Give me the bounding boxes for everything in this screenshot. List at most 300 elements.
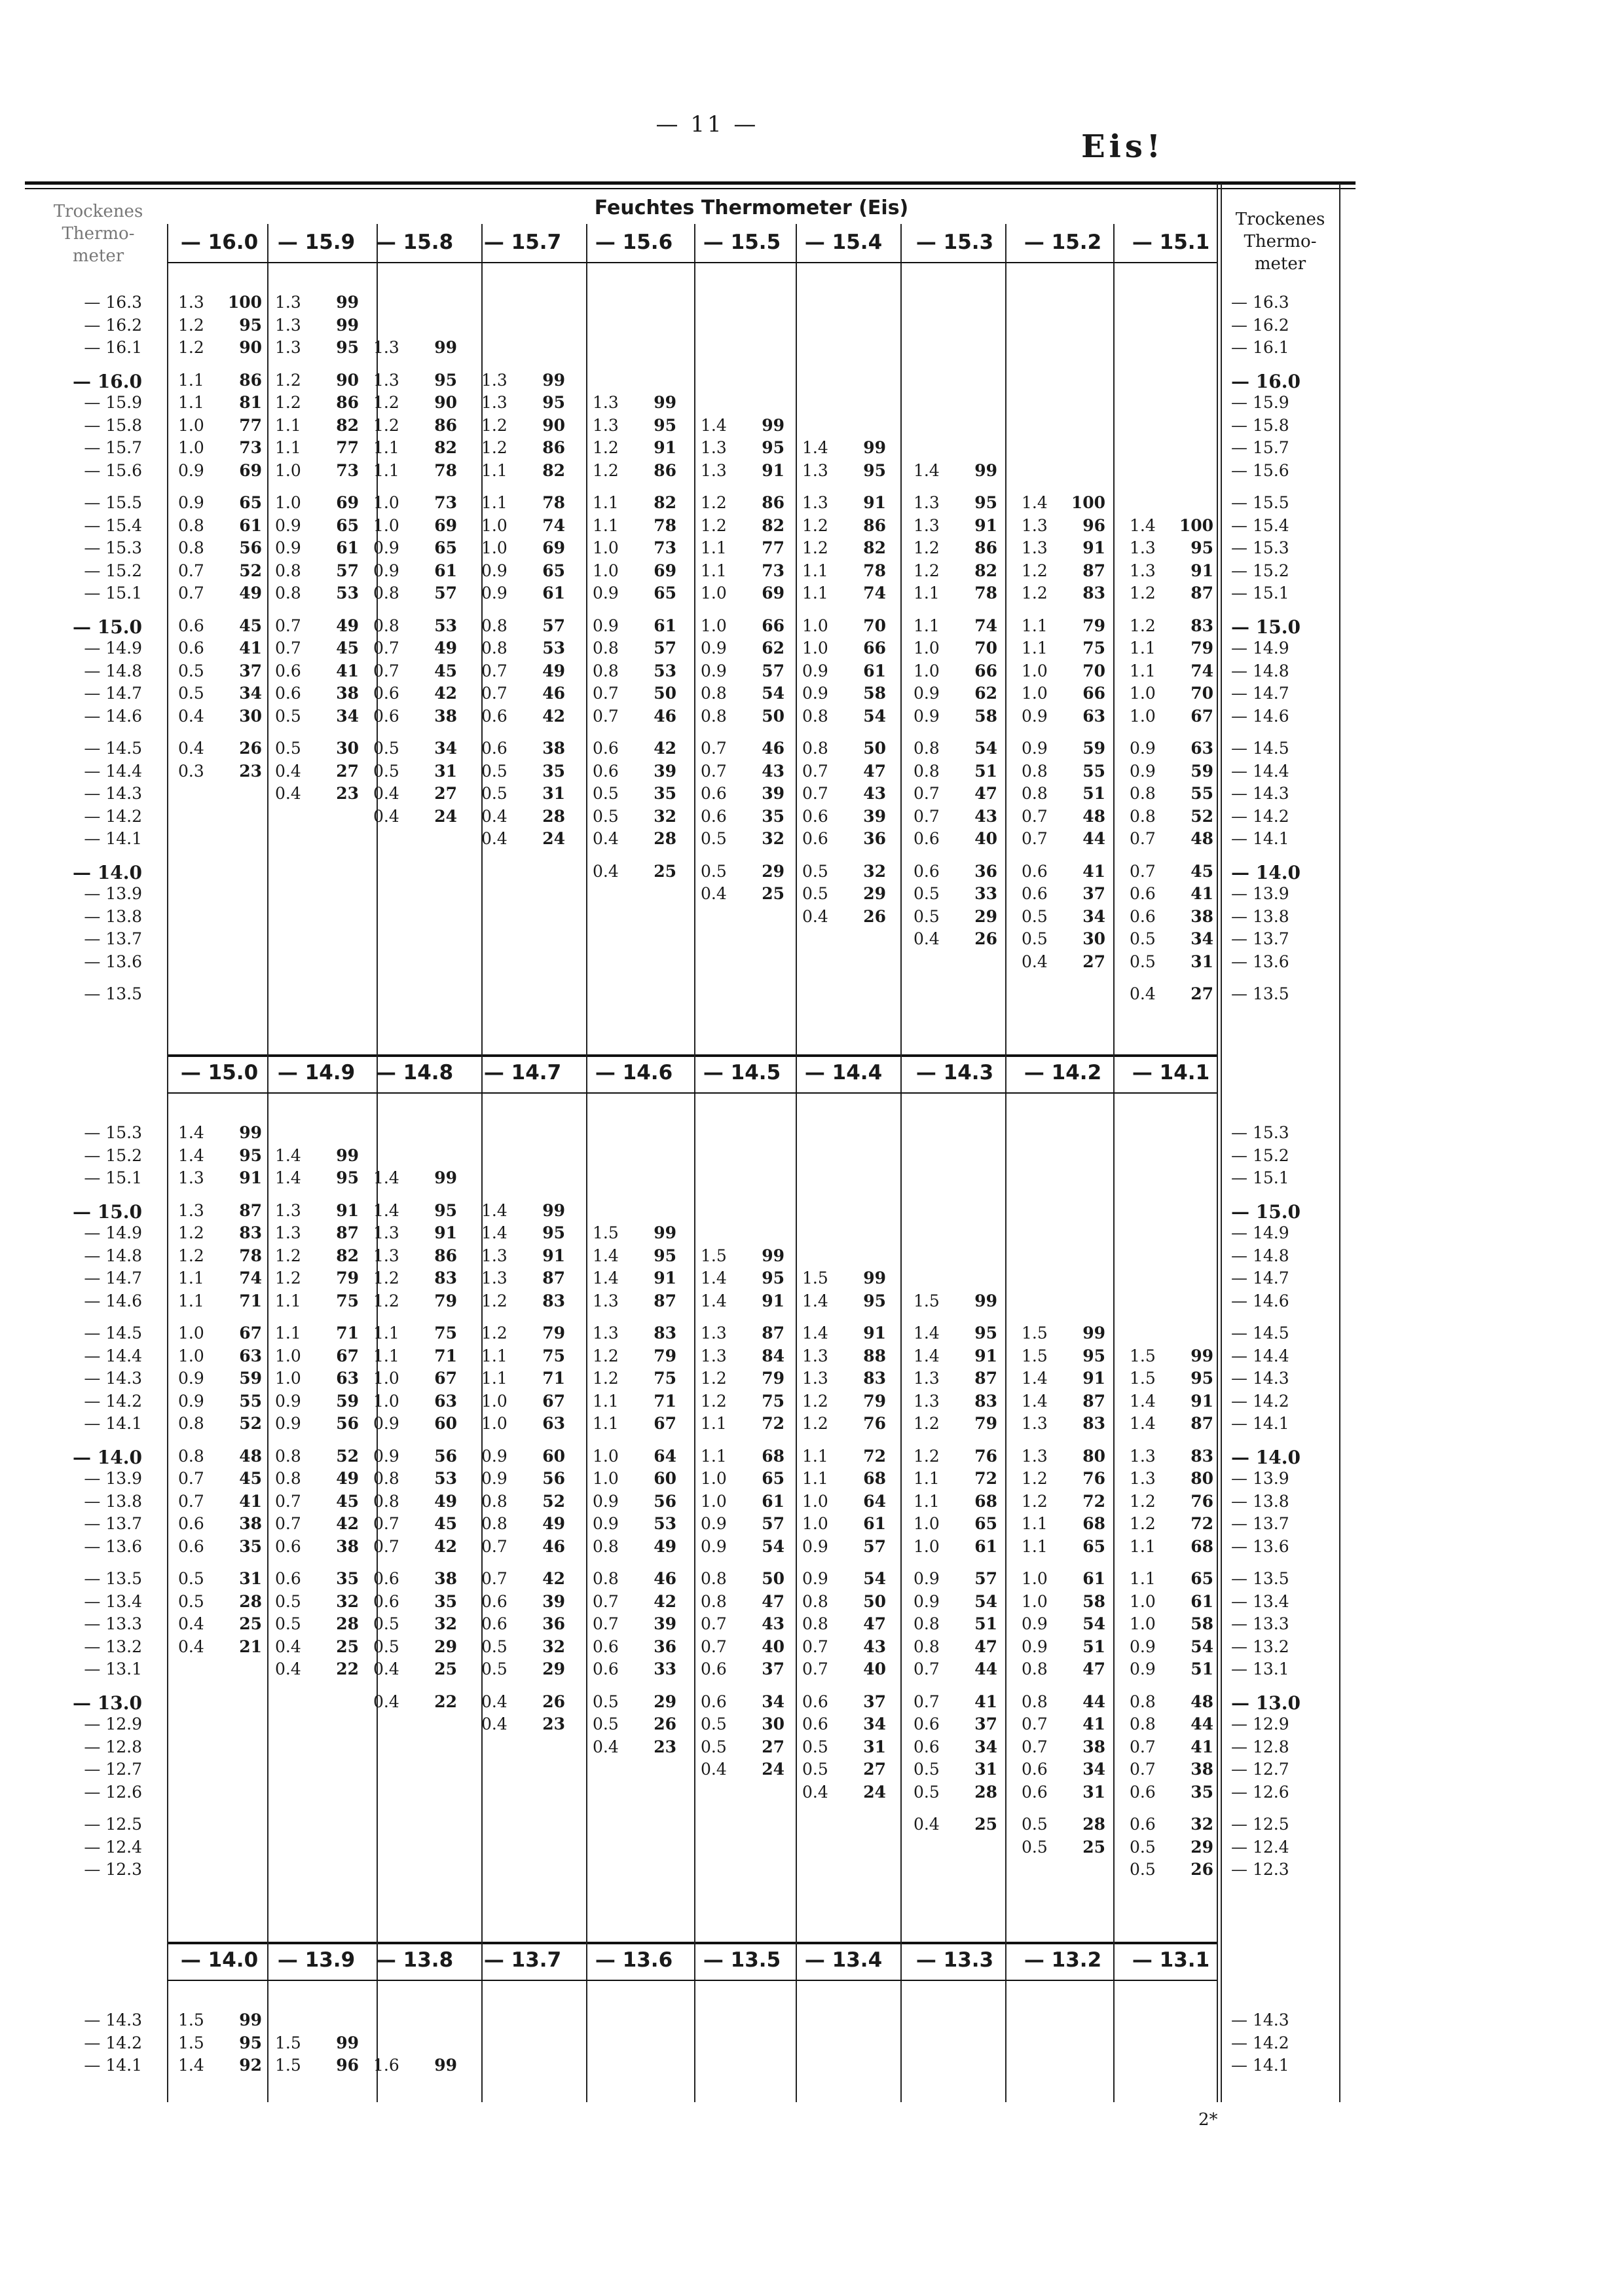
relative-humidity-value: 31 [974, 1760, 997, 1779]
relative-humidity-value: 32 [762, 829, 784, 848]
table-cell [1130, 1760, 1213, 1779]
table-cell [1022, 538, 1105, 557]
relative-humidity-value: 86 [654, 460, 676, 480]
vapor-pressure-value: 1.1 [802, 1446, 828, 1466]
table-cell [373, 1614, 457, 1633]
table-cell [701, 516, 784, 535]
vapor-pressure-value: 1.1 [802, 561, 828, 580]
vapor-pressure-value: 0.8 [178, 538, 204, 557]
vapor-pressure-value: 0.8 [1130, 1692, 1156, 1711]
vapor-pressure-value: 0.6 [275, 661, 301, 680]
wet-bulb-column-header: — 13.6 [595, 1948, 673, 1972]
table-cell [913, 1392, 997, 1411]
table-cell [593, 1637, 676, 1656]
table-cell [275, 1223, 359, 1242]
relative-humidity-value: 57 [863, 1536, 886, 1556]
vapor-pressure-value: 0.6 [275, 1569, 301, 1588]
table-cell [373, 1692, 457, 1711]
column-divider [167, 1054, 168, 1945]
vapor-pressure-value: 1.5 [275, 2033, 301, 2052]
dry-bulb-label-right: — 14.3 [1231, 1369, 1289, 1388]
table-cell [701, 461, 784, 480]
table-cell [481, 1268, 565, 1287]
table-cell [275, 1201, 359, 1220]
vapor-pressure-value: 1.1 [178, 1268, 204, 1287]
wet-bulb-column-header: — 15.4 [804, 231, 883, 254]
table-cell [593, 583, 676, 602]
vapor-pressure-value: 0.7 [1022, 829, 1048, 848]
vapor-pressure-value: 1.5 [1022, 1346, 1048, 1365]
vapor-pressure-value: 0.5 [913, 906, 940, 926]
relative-humidity-value: 99 [974, 1291, 997, 1310]
vapor-pressure-value: 1.4 [1022, 1369, 1048, 1388]
table-cell [178, 1469, 262, 1488]
vapor-pressure-value: 0.4 [373, 1659, 399, 1678]
vapor-pressure-value: 1.3 [802, 460, 828, 480]
vapor-pressure-value: 1.0 [178, 1346, 204, 1365]
dry-bulb-label-left: — 15.0 [73, 1200, 142, 1223]
table-cell [802, 1369, 886, 1388]
relative-humidity-value: 27 [1190, 984, 1213, 1003]
footer-signature-mark: 2* [1198, 2110, 1218, 2130]
relative-humidity-value: 59 [239, 1369, 262, 1388]
relative-humidity-value: 47 [974, 784, 997, 803]
vapor-pressure-value: 1.3 [481, 370, 507, 390]
relative-humidity-value: 45 [1190, 861, 1213, 881]
relative-humidity-value: 76 [863, 1414, 886, 1433]
relative-humidity-value: 49 [542, 1514, 565, 1533]
vapor-pressure-value: 0.5 [373, 1637, 399, 1656]
wet-bulb-column-header: — 15.6 [595, 231, 673, 254]
table-cell [1130, 1692, 1213, 1711]
table-cell [913, 1369, 997, 1388]
relative-humidity-value: 74 [542, 515, 565, 535]
table-cell [373, 1201, 457, 1220]
relative-humidity-value: 82 [654, 493, 676, 512]
page-number: — 11 — [655, 111, 759, 138]
vapor-pressure-value: 1.3 [373, 1223, 399, 1242]
vapor-pressure-value: 0.5 [178, 684, 204, 703]
relative-humidity-value: 72 [1190, 1514, 1213, 1533]
vapor-pressure-value: 1.4 [275, 1168, 301, 1187]
relative-humidity-value: 26 [654, 1714, 676, 1733]
table-cell [1022, 952, 1105, 971]
table-cell [1022, 1737, 1105, 1756]
vapor-pressure-value: 0.6 [593, 1659, 619, 1678]
table-cell [1130, 538, 1213, 557]
vapor-pressure-value: 1.3 [913, 1369, 940, 1388]
vapor-pressure-value: 0.5 [373, 761, 399, 781]
vapor-pressure-value: 1.1 [1130, 661, 1156, 680]
table-cell [802, 461, 886, 480]
column-divider [586, 1054, 587, 1945]
relative-humidity-value: 61 [434, 561, 457, 580]
relative-humidity-value: 46 [654, 706, 676, 726]
dry-bulb-label-left: — 15.3 [84, 1123, 142, 1142]
table-cell [373, 1246, 457, 1265]
vapor-pressure-value: 1.2 [373, 1291, 399, 1310]
vapor-pressure-value: 0.7 [593, 1614, 619, 1633]
vapor-pressure-value: 1.2 [373, 393, 399, 412]
vapor-pressure-value: 0.4 [593, 1737, 619, 1756]
relative-humidity-value: 50 [654, 684, 676, 703]
relative-humidity-value: 86 [434, 1246, 457, 1265]
relative-humidity-value: 72 [762, 1414, 784, 1433]
wet-bulb-column-header: — 13.9 [277, 1948, 356, 1972]
dry-bulb-label-right: — 14.5 [1231, 739, 1289, 758]
vapor-pressure-value: 0.6 [373, 684, 399, 703]
table-cell [275, 561, 359, 580]
table-cell [701, 438, 784, 457]
dry-bulb-label-right: — 13.9 [1231, 884, 1289, 903]
wet-bulb-column-header: — 15.9 [277, 231, 356, 254]
dry-bulb-label-right: — 12.6 [1231, 1782, 1289, 1802]
table-cell [593, 416, 676, 435]
vapor-pressure-value: 0.6 [593, 761, 619, 781]
relative-humidity-value: 67 [434, 1369, 457, 1388]
right-edge-line [1339, 183, 1340, 2102]
table-cell [373, 1592, 457, 1611]
table-cell [178, 371, 262, 390]
table-cell [178, 2010, 262, 2029]
dry-bulb-label-left: — 14.4 [84, 1346, 142, 1365]
column-divider [694, 224, 695, 1058]
table-cell [1130, 952, 1213, 971]
relative-humidity-value: 71 [239, 1291, 262, 1310]
relative-humidity-value: 28 [1082, 1815, 1105, 1834]
vapor-pressure-value: 1.1 [701, 561, 727, 580]
vapor-pressure-value: 1.3 [275, 1223, 301, 1242]
table-cell [701, 493, 784, 512]
dry-bulb-label-left: — 15.7 [84, 438, 142, 457]
vapor-pressure-value: 0.4 [481, 829, 507, 848]
table-cell [593, 1737, 676, 1756]
table-cell [481, 1324, 565, 1342]
relative-humidity-value: 72 [863, 1446, 886, 1466]
table-cell [593, 438, 676, 457]
table-cell [373, 1569, 457, 1588]
table-cell [1022, 493, 1105, 512]
table-cell [1022, 1760, 1105, 1779]
table-cell [1130, 862, 1213, 881]
table-cell [178, 1246, 262, 1265]
vapor-pressure-value: 1.2 [178, 1246, 204, 1265]
table-cell [481, 1614, 565, 1633]
vapor-pressure-value: 0.8 [802, 1591, 828, 1611]
table-cell [275, 538, 359, 557]
dry-bulb-label-left: — 14.6 [84, 706, 142, 726]
vapor-pressure-value: 1.5 [701, 1246, 727, 1265]
vapor-pressure-value: 0.4 [275, 784, 301, 803]
vapor-pressure-value: 0.5 [913, 1760, 940, 1779]
table-cell [373, 739, 457, 758]
table-cell [1130, 1614, 1213, 1633]
table-cell [373, 1223, 457, 1242]
relative-humidity-value: 52 [336, 1446, 359, 1466]
relative-humidity-value: 66 [1082, 684, 1105, 703]
dry-bulb-label-right: — 12.4 [1231, 1837, 1289, 1857]
table-cell [802, 1392, 886, 1411]
vapor-pressure-value: 0.4 [593, 829, 619, 848]
table-cell [275, 1168, 359, 1187]
vapor-pressure-value: 1.4 [1130, 515, 1156, 535]
dry-bulb-label-left: — 14.0 [73, 861, 142, 883]
relative-humidity-value: 75 [762, 1391, 784, 1411]
wet-bulb-column-header: — 14.8 [375, 1061, 454, 1084]
vapor-pressure-value: 0.8 [481, 639, 507, 657]
relative-humidity-value: 92 [239, 2056, 262, 2075]
vapor-pressure-value: 1.0 [178, 438, 204, 457]
table-cell [593, 807, 676, 826]
column-divider [1005, 1942, 1006, 2102]
vapor-pressure-value: 1.4 [593, 1268, 619, 1287]
vapor-pressure-value: 0.5 [373, 739, 399, 758]
table-cell [481, 1637, 565, 1656]
vapor-pressure-value: 1.1 [701, 538, 727, 557]
table-cell [275, 1414, 359, 1433]
vapor-pressure-value: 0.5 [1130, 1860, 1156, 1879]
vapor-pressure-value: 1.1 [593, 493, 619, 512]
vapor-pressure-value: 0.6 [802, 1714, 828, 1733]
relative-humidity-value: 79 [863, 1391, 886, 1411]
table-cell [1022, 739, 1105, 758]
relative-humidity-value: 45 [434, 661, 457, 680]
vapor-pressure-value: 1.0 [913, 1536, 940, 1556]
table-cell [1022, 1783, 1105, 1802]
right-frame-line [1217, 183, 1218, 2102]
vapor-pressure-value: 0.9 [701, 1536, 727, 1556]
relative-humidity-value: 28 [974, 1782, 997, 1802]
table-cell [1130, 907, 1213, 926]
table-cell [275, 1637, 359, 1656]
table-cell [178, 1291, 262, 1310]
vapor-pressure-value: 1.3 [373, 370, 399, 390]
table-cell [481, 616, 565, 635]
dry-bulb-label-left: — 12.9 [84, 1714, 142, 1733]
relative-humidity-value: 42 [336, 1514, 359, 1533]
vapor-pressure-value: 1.1 [178, 393, 204, 412]
vapor-pressure-value: 1.5 [178, 2033, 204, 2052]
vapor-pressure-value: 0.9 [373, 561, 399, 580]
table-cell [913, 461, 997, 480]
relative-humidity-value: 54 [974, 739, 997, 758]
vapor-pressure-value: 0.4 [913, 929, 940, 948]
vapor-pressure-value: 0.4 [1022, 952, 1048, 971]
vapor-pressure-value: 0.7 [275, 639, 301, 657]
table-cell [275, 1246, 359, 1265]
vapor-pressure-value: 1.1 [373, 460, 399, 480]
dry-bulb-label-left: — 12.5 [84, 1815, 142, 1834]
vapor-pressure-value: 0.5 [1130, 929, 1156, 948]
vapor-pressure-value: 1.3 [913, 515, 940, 535]
relative-humidity-value: 37 [1082, 884, 1105, 903]
vapor-pressure-value: 0.8 [802, 739, 828, 758]
table-cell [178, 1514, 262, 1533]
relative-humidity-value: 96 [1082, 515, 1105, 535]
vapor-pressure-value: 1.2 [802, 538, 828, 557]
vapor-pressure-value: 0.8 [913, 1637, 940, 1656]
relative-humidity-value: 67 [336, 1346, 359, 1365]
vapor-pressure-value: 1.1 [1022, 1536, 1048, 1556]
vapor-pressure-value: 1.0 [593, 538, 619, 557]
vapor-pressure-value: 0.6 [275, 684, 301, 703]
table-cell [481, 1246, 565, 1265]
relative-humidity-value: 45 [239, 616, 262, 635]
table-cell [481, 416, 565, 435]
wet-bulb-column-header: — 14.2 [1024, 1061, 1102, 1084]
relative-humidity-value: 82 [336, 415, 359, 435]
relative-humidity-value: 70 [974, 639, 997, 657]
relative-humidity-value: 53 [434, 1469, 457, 1488]
table-cell [913, 1659, 997, 1678]
table-cell [913, 1324, 997, 1342]
vapor-pressure-value: 0.8 [178, 515, 204, 535]
relative-humidity-value: 26 [239, 739, 262, 758]
table-cell [701, 1692, 784, 1711]
vapor-pressure-value: 0.4 [178, 739, 204, 758]
vapor-pressure-value: 1.3 [481, 1246, 507, 1265]
table-cell [802, 1783, 886, 1802]
vapor-pressure-value: 1.2 [1022, 561, 1048, 580]
vapor-pressure-value: 1.0 [913, 1514, 940, 1533]
relative-humidity-value: 38 [239, 1514, 262, 1533]
relative-humidity-value: 58 [974, 706, 997, 726]
relative-humidity-value: 46 [762, 739, 784, 758]
table-cell [701, 1346, 784, 1365]
vapor-pressure-value: 0.8 [275, 1469, 301, 1488]
relative-humidity-value: 99 [863, 438, 886, 457]
vapor-pressure-value: 1.1 [275, 1291, 301, 1310]
table-cell [701, 583, 784, 602]
relative-humidity-value: 46 [542, 684, 565, 703]
relative-humidity-value: 50 [762, 706, 784, 726]
dry-bulb-label-right: — 14.7 [1231, 684, 1289, 703]
relative-humidity-value: 52 [542, 1491, 565, 1511]
table-cell [802, 583, 886, 602]
relative-humidity-value: 78 [239, 1246, 262, 1265]
vapor-pressure-value: 1.2 [913, 538, 940, 557]
relative-humidity-value: 65 [336, 515, 359, 535]
vapor-pressure-value: 1.4 [275, 1145, 301, 1165]
table-cell [1022, 1637, 1105, 1656]
table-cell [481, 1492, 565, 1511]
relative-humidity-value: 23 [336, 784, 359, 803]
vapor-pressure-value: 0.5 [1022, 1815, 1048, 1834]
dry-bulb-label-left: — 15.4 [84, 515, 142, 535]
dry-bulb-label-right: — 14.5 [1231, 1324, 1289, 1342]
vapor-pressure-value: 1.0 [913, 661, 940, 680]
table-cell [913, 538, 997, 557]
table-cell [1022, 807, 1105, 826]
relative-humidity-value: 83 [239, 1223, 262, 1242]
relative-humidity-value: 73 [654, 538, 676, 557]
table-cell [481, 1659, 565, 1678]
table-cell [275, 338, 359, 357]
table-cell [178, 1569, 262, 1588]
vapor-pressure-value: 0.6 [701, 1659, 727, 1678]
vapor-pressure-value: 1.3 [1022, 538, 1048, 557]
wet-bulb-column-header: — 15.8 [375, 231, 454, 254]
table-cell [481, 1223, 565, 1242]
table-cell [701, 538, 784, 557]
table-cell [178, 461, 262, 480]
table-cell [802, 1637, 886, 1656]
relative-humidity-value: 95 [762, 1268, 784, 1287]
vapor-pressure-value: 1.1 [593, 1414, 619, 1433]
relative-humidity-value: 26 [974, 929, 997, 948]
vapor-pressure-value: 0.4 [178, 1614, 204, 1633]
header-title: Feuchtes Thermometer (Eis) [594, 196, 909, 219]
vapor-pressure-value: 0.5 [275, 739, 301, 758]
vapor-pressure-value: 1.3 [1022, 515, 1048, 535]
vapor-pressure-value: 0.5 [178, 1569, 204, 1588]
relative-humidity-value: 60 [542, 1446, 565, 1466]
table-cell [481, 1592, 565, 1611]
right-column-header [1231, 208, 1329, 275]
vapor-pressure-value: 1.2 [275, 370, 301, 390]
relative-humidity-value: 37 [762, 1659, 784, 1678]
relative-humidity-value: 90 [434, 393, 457, 412]
table-cell [593, 1692, 676, 1711]
table-cell [178, 1268, 262, 1287]
table-cell [593, 1223, 676, 1242]
table-cell [373, 1447, 457, 1466]
relative-humidity-value: 29 [654, 1692, 676, 1711]
table-cell [701, 1569, 784, 1588]
relative-humidity-value: 42 [654, 1591, 676, 1611]
vapor-pressure-value: 1.0 [1130, 1591, 1156, 1611]
relative-humidity-value: 91 [654, 1268, 676, 1287]
table-cell [373, 762, 457, 781]
vapor-pressure-value: 1.1 [593, 1391, 619, 1411]
page-title: Eis! [1081, 128, 1164, 165]
relative-humidity-value: 99 [434, 338, 457, 357]
table-cell [802, 1760, 886, 1779]
table-cell [178, 538, 262, 557]
dry-bulb-label-right: — 15.0 [1231, 1200, 1301, 1223]
table-cell [1022, 616, 1105, 635]
relative-humidity-value: 49 [542, 661, 565, 680]
vapor-pressure-value: 1.1 [913, 583, 940, 602]
vapor-pressure-value: 1.5 [178, 2010, 204, 2029]
relative-humidity-value: 49 [336, 616, 359, 635]
relative-humidity-value: 28 [542, 806, 565, 826]
vapor-pressure-value: 0.6 [373, 1591, 399, 1611]
vapor-pressure-value: 0.7 [701, 761, 727, 781]
relative-humidity-value: 28 [336, 1614, 359, 1633]
table-cell [701, 1246, 784, 1265]
relative-humidity-value: 37 [863, 1692, 886, 1711]
relative-humidity-value: 95 [863, 460, 886, 480]
relative-humidity-value: 61 [654, 616, 676, 635]
relative-humidity-value: 86 [239, 370, 262, 390]
dry-bulb-label-right: — 14.6 [1231, 1291, 1289, 1310]
vapor-pressure-value: 1.5 [1022, 1324, 1048, 1342]
table-cell [178, 583, 262, 602]
table-cell [802, 516, 886, 535]
vapor-pressure-value: 1.0 [275, 1346, 301, 1365]
relative-humidity-value: 23 [239, 761, 262, 781]
table-cell [913, 707, 997, 726]
vapor-pressure-value: 1.3 [373, 1246, 399, 1265]
vapor-pressure-value: 1.1 [178, 1291, 204, 1310]
vapor-pressure-value: 1.3 [1130, 538, 1156, 557]
relative-humidity-value: 86 [542, 438, 565, 457]
table-cell [178, 1592, 262, 1611]
table-cell [178, 1537, 262, 1556]
relative-humidity-value: 65 [1082, 1536, 1105, 1556]
relative-humidity-value: 95 [542, 393, 565, 412]
